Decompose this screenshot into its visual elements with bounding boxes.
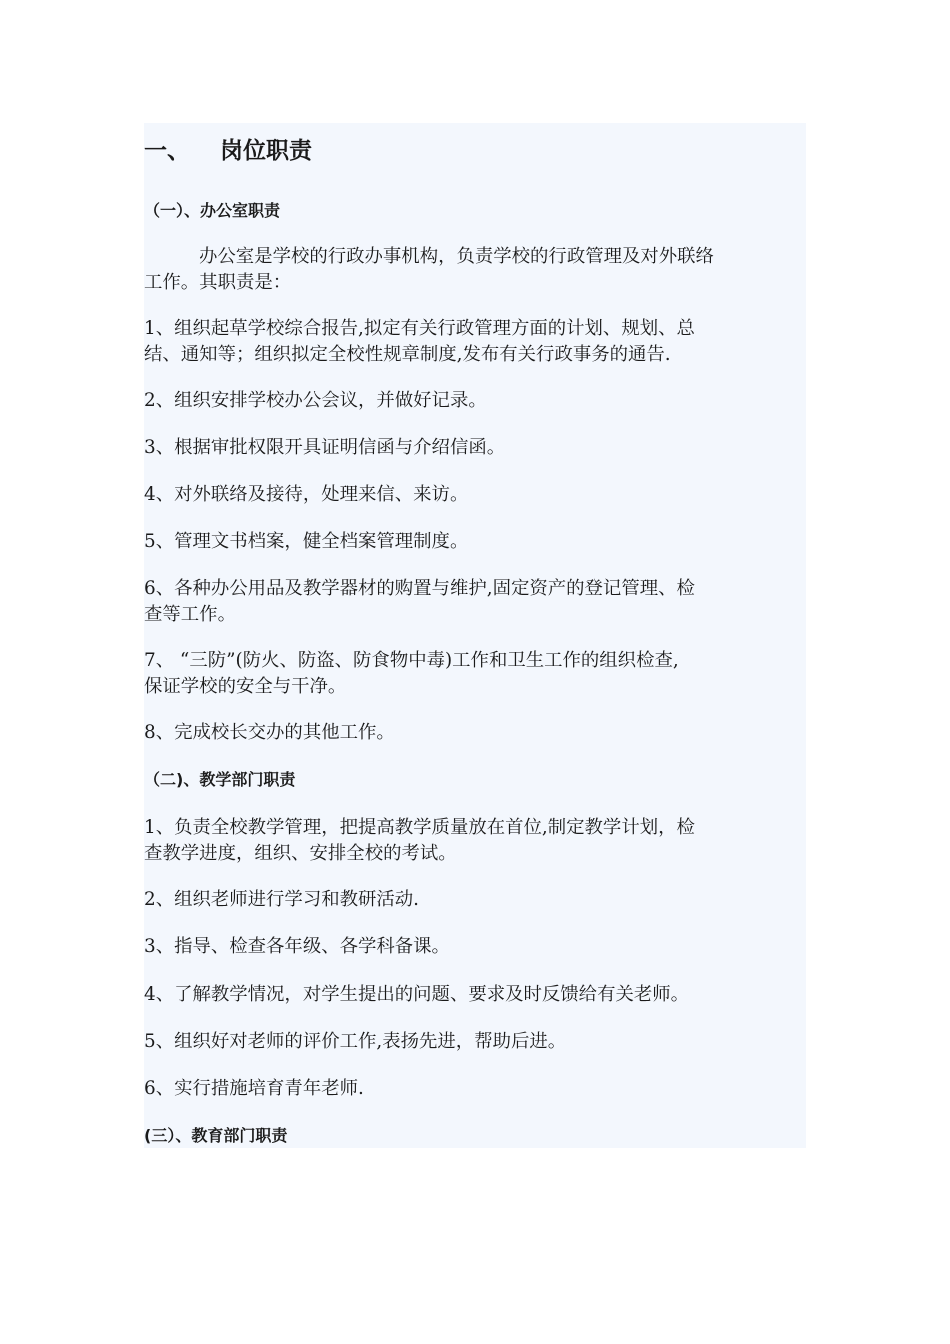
paragraph-line: 3、根据审批权限开具证明信函与介绍信函。 (144, 437, 506, 458)
list-item (144, 482, 806, 508)
list-item (144, 388, 806, 414)
paragraph-line: 1、负责全校教学管理，把提高教学质量放在首位,制定教学计划，检 (144, 817, 695, 838)
list-item (144, 435, 806, 461)
paragraph-line: 办公室是学校的行政办事机构，负责学校的行政管理及对外联络 (199, 246, 714, 267)
list-item (144, 1076, 806, 1102)
paragraph-line: 保证学校的安全与干净。 (144, 676, 347, 697)
section-heading-teaching: （二)、教学部门职责 (144, 770, 296, 789)
list-item (144, 648, 806, 700)
paragraph-line: 查教学进度，组织、安排全校的考试。 (144, 843, 457, 864)
paragraph-line: 结、通知等；组织拟定全校性规章制度,发布有关行政事务的通告. (144, 344, 671, 365)
heading-number: 一、 (144, 138, 190, 164)
paragraph-line: 2、组织老师进行学习和教研活动. (144, 889, 420, 910)
list-item (144, 529, 806, 555)
list-item (144, 815, 806, 867)
heading-title: 岗位职责 (220, 138, 312, 164)
list-item (144, 576, 806, 628)
paragraph-line: 4、了解教学情况，对学生提出的问题、要求及时反馈给有关老师。 (144, 984, 690, 1005)
paragraph-line: 查等工作。 (144, 604, 236, 625)
paragraph-line: 4、对外联络及接待，处理来信、来访。 (144, 484, 469, 505)
paragraph-line: 5、管理文书档案，健全档案管理制度。 (144, 531, 469, 552)
paragraph-line: 6、实行措施培育青年老师. (144, 1078, 364, 1099)
section-heading-education: (三）、教育部门职责 (144, 1126, 288, 1145)
paragraph-line: 5、组织好对老师的评价工作,表扬先进，帮助后进。 (144, 1031, 567, 1052)
list-item (144, 720, 806, 746)
list-item (144, 316, 806, 368)
list-item (144, 1029, 806, 1055)
paragraph-line: 2、组织安排学校办公会议，并做好记录。 (144, 390, 487, 411)
section-heading-office: （一）、办公室职责 (144, 201, 281, 220)
paragraph-line: 工作。其职责是： (144, 272, 292, 293)
paragraph-line: 3、指导、检查各年级、各学科备课。 (144, 936, 450, 957)
document-page (144, 123, 806, 1148)
paragraph-line: 7、 “三防”(防火、防盗、防食物中毒)工作和卫生工作的组织检查, (144, 650, 679, 671)
paragraph-line: 8、完成校长交办的其他工作。 (144, 722, 395, 743)
paragraph-line: 1、组织起草学校综合报告,拟定有关行政管理方面的计划、规划、总 (144, 318, 695, 339)
list-item (144, 887, 806, 913)
section-intro (144, 244, 806, 296)
page-title (144, 135, 312, 167)
list-item (144, 982, 806, 1008)
list-item (144, 934, 806, 960)
paragraph-line: 6、各种办公用品及教学器材的购置与维护,固定资产的登记管理、检 (144, 578, 695, 599)
